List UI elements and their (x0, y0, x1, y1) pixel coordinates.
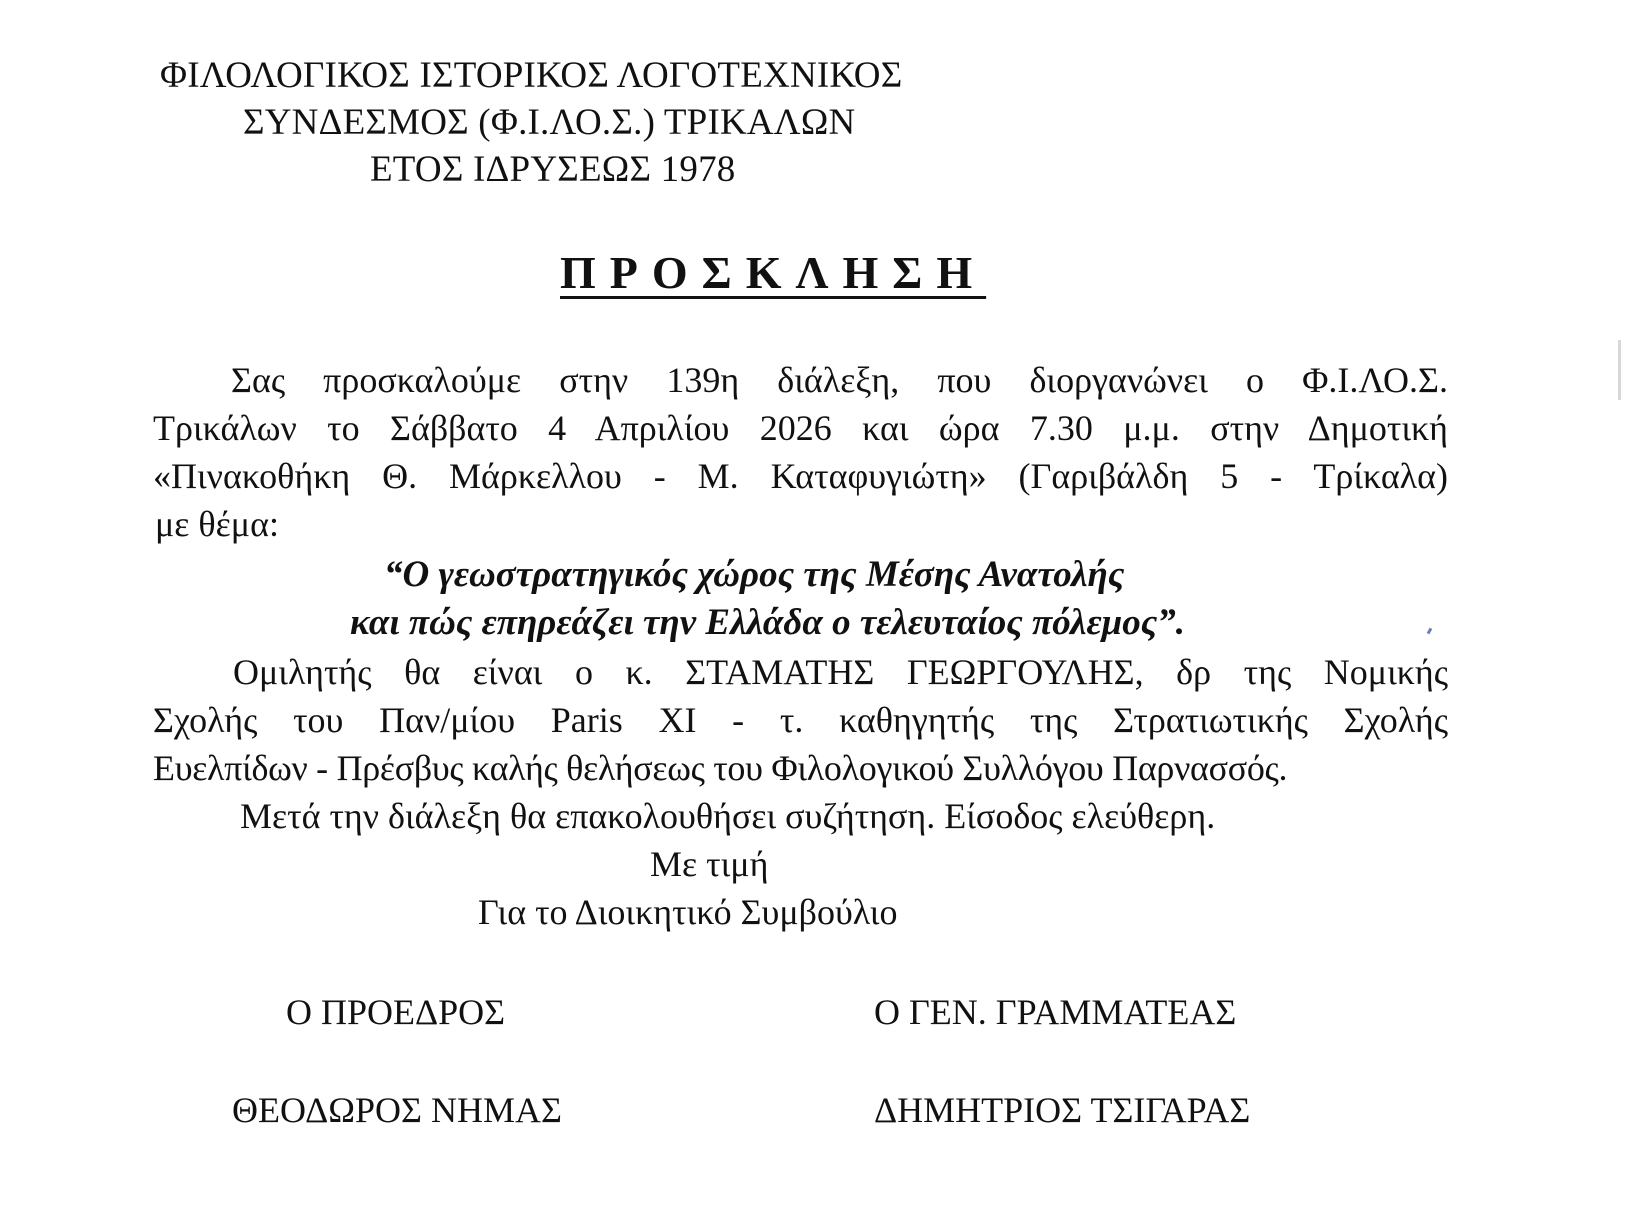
scan-speck (1427, 628, 1433, 635)
organization-name-line1: ΦΙΛΟΛΟΓΙΚΟΣ ΙΣΤΟΡΙΚΟΣ ΛΟΓΟΤΕΧΝΙΚΟΣ (160, 55, 903, 96)
secretary-name: ΔΗΜΗΤΡΙΟΣ ΤΣΙΓΑΡΑΣ (874, 1090, 1251, 1130)
speaker-paragraph-line3: Ευελπίδων - Πρέσβυς καλής θελήσεως του Φιλολογικού Συλλόγου Παρνασσός. (153, 748, 1288, 788)
lecture-topic-line2: και πώς επηρεάζει την Ελλάδα ο τελευταίος πόλεμος”. (350, 602, 1185, 643)
lecture-topic-line1: “Ο γεωστρατηγικός χώρος της Μέσης Ανατολής (384, 554, 1125, 595)
speaker-paragraph-line1: Ομιλητής θα είναι ο κ. ΣΤΑΜΑΤΗΣ ΓΕΩΡΓΟΥΛΗΣ, δρ της Νομικής (233, 652, 1448, 692)
secretary-title: Ο ΓΕΝ. ΓΡΑΜΜΑΤΕΑΣ (874, 992, 1237, 1032)
body-paragraph1-line1: Σας προσκαλούμε στην 139η διάλεξη, που διοργανώνει ο Φ.Ι.ΛΟ.Σ. (231, 360, 1448, 400)
scan-edge-mark (1618, 340, 1621, 400)
president-title: Ο ΠΡΟΕΔΡΟΣ (286, 992, 506, 1032)
closing-paragraph: Μετά την διάλεξη θα επακολουθήσει συζήτηση. Είσοδος ελεύθερη. (240, 796, 1216, 836)
closing-regards: Με τιμή (650, 844, 769, 884)
organization-name-line2: ΣΥΝΔΕΣΜΟΣ (Φ.Ι.ΛΟ.Σ.) ΤΡΙΚΑΛΩΝ (243, 102, 856, 143)
founding-year: ΕΤΟΣ ΙΔΡΥΣΕΩΣ 1978 (370, 149, 736, 190)
body-paragraph1-line2: Τρικάλων το Σάββατο 4 Απριλίου 2026 και ώρα 7.30 μ.μ. στην Δημοτική (153, 408, 1448, 448)
speaker-paragraph-line2: Σχολής του Παν/μίου Paris XI - τ. καθηγητής της Στρατιωτικής Σχολής (153, 700, 1448, 740)
president-name: ΘΕΟΔΩΡΟΣ ΝΗΜΑΣ (232, 1090, 562, 1130)
body-paragraph1-line4: με θέμα: (155, 504, 279, 544)
body-paragraph1-line3: «Πινακοθήκη Θ. Μάρκελλου - Μ. Καταφυγιώτη» (Γαριβάλδη 5 - Τρίκαλα) (153, 456, 1448, 496)
page-title: ΠΡΟΣΚΛΗΣΗ (560, 247, 987, 298)
closing-board: Για το Διοικητικό Συμβούλιο (478, 892, 898, 932)
